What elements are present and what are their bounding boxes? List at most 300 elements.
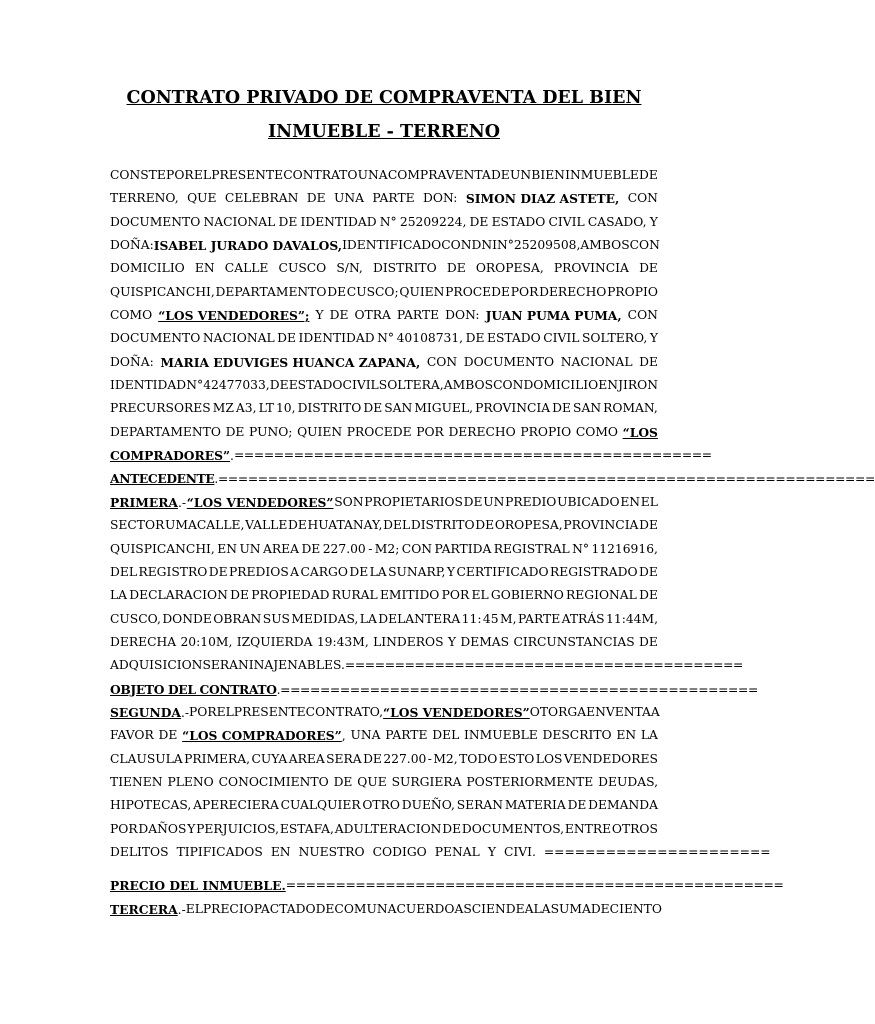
word: [380, 211, 397, 234]
word: [334, 187, 364, 210]
word: [505, 491, 556, 514]
word-text: .-: [177, 902, 186, 917]
word: [110, 538, 215, 561]
word: [110, 351, 154, 374]
word: [493, 374, 523, 397]
word: [298, 397, 362, 420]
word-text: TERCERA: [110, 901, 178, 917]
word-text: DOCUMENTOS,: [461, 821, 565, 836]
word-text: VENTA: [605, 704, 651, 719]
word: [110, 257, 185, 280]
word: [383, 701, 530, 724]
text-line: [110, 327, 658, 350]
word-text: AMBOS: [443, 378, 494, 393]
word: [476, 257, 544, 280]
word-text: ENTRE: [564, 821, 612, 836]
word-text: IDENTIDAD: [110, 378, 187, 393]
word-text: DERECHA: [110, 634, 177, 649]
word-text: Y: [315, 308, 324, 323]
word: [378, 608, 460, 631]
document-title-line-1: CONTRATO PRIVADO DE COMPRAVENTA DEL BIEN: [126, 88, 642, 108]
word: [497, 234, 514, 257]
word-text: SAN: [384, 401, 413, 416]
word-text: DE: [349, 564, 369, 579]
word: [213, 397, 234, 420]
separator-rule: ==================================================: [285, 878, 784, 893]
word: [462, 818, 564, 841]
word: [364, 491, 463, 514]
word-text: ESTO: [498, 751, 535, 766]
word: [612, 818, 658, 841]
word-text: LOS: [535, 751, 563, 766]
word-text: Y: [649, 214, 658, 229]
word-text: EN: [194, 261, 215, 276]
word-text: -: [368, 541, 373, 556]
word: [289, 374, 343, 397]
word-text: OTRA: [354, 308, 391, 323]
word: [166, 164, 194, 187]
word: [230, 584, 249, 607]
word: [380, 584, 439, 607]
word-text: PROVINCIA: [563, 518, 639, 533]
word-text: GOBIERNO: [490, 588, 564, 603]
text-line: [110, 561, 658, 584]
word: [563, 514, 638, 537]
word-text: PACTADO: [253, 901, 316, 916]
word-text: NACIONAL: [202, 331, 275, 346]
word-text: DISTRITO: [372, 261, 437, 276]
word-text: UMACALLE,: [165, 518, 245, 533]
word: [357, 771, 386, 794]
word: [466, 327, 485, 350]
word: [383, 514, 410, 537]
word: [639, 351, 658, 374]
word-text: DE: [639, 634, 658, 649]
word-text: SURGIERA: [391, 774, 462, 789]
word-text: PROPIO: [607, 284, 658, 299]
word: [520, 421, 571, 444]
text-line: [110, 351, 658, 374]
word-text: DE: [639, 261, 658, 276]
word-text: UNA: [357, 168, 388, 182]
word-text: .-: [180, 705, 190, 720]
word-text: LA: [533, 901, 551, 916]
word: [316, 898, 335, 921]
separator-rule: .================================================: [276, 682, 758, 697]
text-line: [110, 584, 658, 607]
word: [239, 538, 260, 561]
word: [448, 631, 456, 654]
word: [400, 211, 467, 234]
word: [187, 818, 195, 841]
word-text: PARTIDA: [434, 541, 492, 556]
word: [432, 724, 459, 747]
word-text: DOÑA:: [110, 238, 154, 253]
word: [219, 771, 329, 794]
word: [388, 898, 455, 921]
word: [562, 608, 605, 631]
word-text: N°: [379, 214, 397, 229]
word: [588, 211, 647, 234]
word-text: DE: [333, 774, 353, 789]
word-text: HUATANAY,: [307, 518, 383, 533]
word: [543, 724, 612, 747]
word-text: ROMAN,: [603, 401, 658, 416]
text-line: [110, 841, 771, 864]
word: [354, 304, 390, 327]
word: [441, 234, 471, 257]
word-text: REGISTRAL: [493, 541, 570, 556]
word-text: LT: [258, 401, 274, 416]
word-text: DOMICILIO: [110, 261, 185, 276]
word: [249, 654, 345, 677]
word-text: DE: [269, 378, 289, 393]
word-text: 42477033,: [203, 378, 270, 393]
word-text: QUISPICANCHI,: [110, 284, 215, 299]
word-text: TODO: [459, 751, 498, 766]
word: [370, 561, 387, 584]
word-text: UN: [239, 541, 261, 556]
word: [628, 187, 658, 210]
word: [110, 327, 200, 350]
word-text: PARTE: [517, 611, 561, 626]
text-line: [110, 514, 658, 537]
word: [236, 397, 257, 420]
word: [203, 374, 270, 397]
word-text: PARTE: [385, 728, 428, 743]
word-text: EL: [193, 168, 212, 182]
word: [110, 724, 154, 747]
word-text: OBJETO DEL CONTRATO: [110, 681, 277, 697]
word-text: DE: [590, 901, 610, 916]
text-line: [110, 898, 662, 921]
word: [225, 187, 298, 210]
word-text: PRIMERA,: [184, 751, 251, 766]
word: [259, 397, 274, 420]
word: [202, 654, 248, 677]
word: [434, 538, 491, 561]
word-text: QUIEN: [399, 284, 445, 299]
word: [110, 771, 163, 794]
word: [495, 514, 563, 537]
word: [554, 257, 629, 280]
word: [184, 748, 250, 771]
word: [464, 491, 483, 514]
word-text: DAÑOS: [138, 821, 187, 836]
word: [639, 257, 658, 280]
word-text: PERJUICIOS,: [196, 821, 280, 836]
word-text: EN: [620, 494, 641, 509]
word: [193, 794, 279, 817]
word: [327, 281, 346, 304]
word-text: ISABEL JURADO DAVALOS,: [153, 238, 343, 254]
word-text: EL: [640, 494, 658, 509]
word-text: DE: [463, 494, 483, 509]
word: [466, 771, 593, 794]
word: [539, 281, 606, 304]
word: [283, 164, 357, 187]
word: [110, 187, 179, 210]
word-text: DE: [639, 354, 658, 369]
word: [336, 257, 362, 280]
text-line: [110, 724, 658, 747]
word: [110, 678, 758, 701]
word: [551, 898, 591, 921]
word: [347, 281, 399, 304]
word: [186, 374, 203, 397]
word: [566, 584, 637, 607]
word-text: CONOCIMIENTO: [218, 774, 329, 789]
word: [297, 421, 342, 444]
word: [397, 327, 464, 350]
word: [110, 491, 186, 514]
word: [618, 374, 658, 397]
word-text: CIVI.: [503, 844, 536, 859]
text-line: [110, 654, 744, 677]
word: [342, 234, 441, 257]
word-text: DEL: [383, 518, 411, 533]
word: [271, 841, 295, 864]
word: [110, 304, 152, 327]
word-text: IDENTIFICADO: [342, 238, 442, 253]
word-text: APERECIERA: [193, 798, 279, 813]
word: [110, 794, 191, 817]
word: [159, 724, 178, 747]
word-text: DEMANDA: [588, 798, 658, 813]
word-text: N°: [377, 331, 395, 346]
word: [586, 701, 606, 724]
word-text: PRESENTE: [233, 704, 306, 719]
word: [350, 724, 380, 747]
word: [511, 281, 539, 304]
word: [442, 584, 470, 607]
word: [300, 561, 347, 584]
word: [464, 724, 538, 747]
word: [110, 841, 173, 864]
text-line: [110, 234, 658, 257]
word-text: A: [650, 704, 660, 719]
word: [504, 841, 540, 864]
word: [414, 397, 473, 420]
word: [189, 701, 217, 724]
text-line: [110, 444, 712, 467]
word: [392, 771, 462, 794]
word-text: Y: [487, 844, 496, 859]
word-text: “LOS VENDEDORES”: [383, 704, 530, 720]
word-text: ADQUISICION: [110, 658, 203, 673]
word-text: POR: [510, 284, 539, 299]
word: [165, 514, 244, 537]
word-text: Y: [187, 821, 196, 836]
word: [591, 898, 610, 921]
word-text: NUESTRO: [298, 844, 365, 859]
word: [360, 608, 377, 631]
word-text: NACIONAL: [203, 214, 276, 229]
word-text: HIPOTECAS,: [110, 798, 192, 813]
word: [110, 561, 137, 584]
word-text: REGISTRO: [138, 564, 208, 579]
word-text: INMUEBLE: [464, 728, 538, 743]
word: [225, 257, 269, 280]
word-text: UBICADO: [557, 494, 620, 509]
word: [639, 631, 658, 654]
word-text: 227.00: [322, 541, 366, 556]
word: [195, 257, 215, 280]
word: [263, 608, 290, 631]
word-text: 11:: [461, 611, 482, 626]
word-text: ATRÁS: [561, 611, 605, 626]
word-text: SEGUNDA: [110, 704, 181, 720]
word: [323, 538, 366, 561]
text-line: [110, 467, 875, 490]
word: [383, 748, 426, 771]
word-text: OTROS: [611, 821, 658, 836]
text-line: [110, 701, 658, 724]
document-title-line-2: INMUEBLE - TERRENO: [267, 122, 501, 142]
word-text: CON: [401, 541, 433, 556]
word-text: OROPESA,: [475, 261, 544, 276]
word: [568, 794, 587, 817]
word-text: OBRAN: [213, 611, 262, 626]
word-text: ASCIENDE: [454, 901, 525, 916]
word-text: CUYA: [251, 751, 288, 766]
word: [289, 748, 325, 771]
word-text: OTRO: [362, 798, 400, 813]
word: [639, 164, 658, 187]
word-text: DE: [230, 588, 249, 603]
word-text: DEL: [110, 564, 138, 579]
word: [362, 794, 400, 817]
word: [379, 374, 444, 397]
word: [110, 898, 186, 921]
word: [445, 304, 479, 327]
word-text: COMPRADORES”: [110, 448, 231, 464]
word-text: DE: [315, 901, 335, 916]
word: [435, 841, 484, 864]
word-text: S/N,: [336, 261, 363, 276]
word-text: DE: [327, 284, 347, 299]
word-text: UNA: [350, 728, 381, 743]
text-line: [110, 304, 658, 327]
text-line: [110, 257, 658, 280]
document-body: [110, 164, 875, 921]
word: [299, 327, 375, 350]
word-text: MARIA EDUVIGES HUANCA ZAPANA,: [160, 354, 421, 370]
word-text: PRIMERA: [110, 494, 178, 510]
word: [518, 608, 560, 631]
word: [110, 874, 286, 897]
word-text: DE: [363, 751, 382, 766]
word: [641, 491, 658, 514]
word-text: CIRCUNSTANCIAS: [513, 634, 635, 649]
word-text: ADULTERACION: [334, 821, 442, 836]
word: [110, 444, 234, 467]
word-text: EN: [270, 844, 291, 859]
word: [525, 898, 534, 921]
word: [388, 164, 491, 187]
word: [347, 421, 412, 444]
word-text: M2;: [374, 541, 400, 556]
word-text: SOLTERO,: [581, 331, 648, 346]
word-text: SIMON DIAZ ASTETE,: [465, 191, 620, 207]
word: [466, 187, 619, 210]
word-text: LA: [110, 588, 128, 603]
word-text: DE: [639, 588, 658, 603]
word-text: BIEN: [531, 168, 565, 182]
word-text: DE: [306, 191, 326, 206]
word-text: DE: [277, 331, 296, 346]
text-line: [110, 748, 658, 771]
word-text: PROVINCIA: [553, 261, 629, 276]
word-text: COMPRAVENTA: [387, 168, 491, 182]
word: [138, 561, 207, 584]
word: [457, 794, 503, 817]
word: [464, 351, 554, 374]
word-text: QUISPICANCHI,: [110, 541, 215, 556]
word: [531, 164, 565, 187]
word: [628, 304, 658, 327]
word-text: PROCEDE: [346, 424, 412, 439]
word-text: SAN: [573, 401, 602, 416]
word-text: SON: [334, 494, 364, 509]
word-text: “LOS VENDEDORES”;: [158, 308, 310, 324]
word: [530, 701, 586, 724]
word-text: POR: [166, 168, 194, 182]
word: [307, 187, 326, 210]
word-text: DEL: [432, 728, 460, 743]
word: [607, 281, 658, 304]
word-text: CUSCO;: [346, 284, 399, 299]
word-text: COMUN: [334, 901, 388, 916]
word: [639, 561, 658, 584]
word: [317, 631, 369, 654]
word-text: COMO: [110, 308, 153, 323]
word: [416, 421, 444, 444]
word: [514, 234, 581, 257]
word: [110, 467, 875, 490]
word: [167, 771, 213, 794]
text-line: [110, 678, 758, 701]
word-text: DISTRITO: [410, 518, 475, 533]
word-text: “LOS COMPRADORES”: [182, 728, 342, 744]
word-text: CON: [426, 354, 458, 369]
word-text: OROPESA,: [494, 518, 563, 533]
word-text: POSTERIORMENTE: [466, 774, 594, 789]
word-text: DE: [552, 401, 571, 416]
word-text: AREA: [263, 541, 299, 556]
word: [459, 748, 497, 771]
word: [180, 631, 232, 654]
text-line: [110, 397, 658, 420]
word: [203, 327, 275, 350]
word-text: COMO: [575, 424, 618, 439]
word-text: DELITOS: [110, 844, 169, 859]
word: [110, 397, 211, 420]
word-text: PROCEDE: [445, 284, 510, 299]
word-text: EL: [185, 901, 203, 916]
word-text: VENDEDORES: [563, 751, 658, 766]
word-text: SUS: [262, 611, 290, 626]
word-text: ESTADO: [288, 378, 343, 393]
word-text: DE: [567, 798, 587, 813]
word: [110, 281, 215, 304]
word-text: CON: [629, 238, 660, 253]
word: [500, 608, 517, 631]
word-text: Y: [446, 564, 456, 579]
word: [475, 514, 494, 537]
word: [110, 211, 200, 234]
word-text: PENAL: [434, 844, 480, 859]
